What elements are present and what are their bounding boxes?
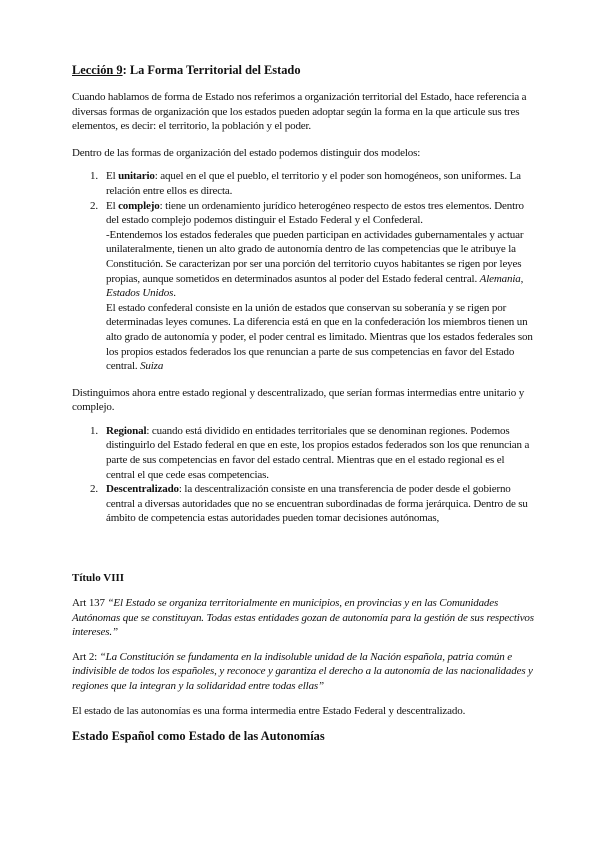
list-item-regional	[72, 424, 534, 482]
intermediate-intro: Distinguimos ahora entre estado regional y descentralizado, que serían formas intermedias entre unitario y complejo.	[72, 386, 525, 414]
list-item-complejo: 2. El complejo: tiene un ordenamiento jurídico heterogéneo respecto de estos tres elementos. Dentro del estado complejo podemos distinguir el Estado Federal y el Confederal. -Entendemos los estados federales que pueden participan en actividades gubernamentales y actuar unilateralmente, tienen un alto grado de autonomía dentro de las competencias que le atribuye la Constitución. Se caracterizan por ser una porción del territorio cuyos habitantes se rigen por leyes propias, aunque sometidos en determinados asuntos al poder del Estado federal central. Alemania, Estados Unidos. El estado confederal consiste en la unión de estados que conservan su soberanía y se rigen por determinadas leyes comunes. La diferencia está en que en la confederación los miembros tienen un alto grado de autonomía y poder, el poder central es limitado. Mientras que los estados federales son los propios estados federados los que renuncian a parte de sus competencias en favor del Estado central. Suiza	[90, 199, 533, 373]
confederal-example: Suiza	[140, 360, 164, 373]
article-137-quote: “El Estado se organiza territorialmente en municipios, en provincias y en las Comunidades Autónomas que se constituyan. Todas estas entidades gozan de autonomía para la gestión de sus respectivos intereses.”	[72, 597, 534, 639]
intermediate-list	[72, 424, 534, 526]
article-137-label: Art 137	[72, 597, 108, 610]
article-2	[72, 650, 534, 694]
list-item-descentralizado	[72, 482, 534, 526]
models-list	[72, 169, 534, 373]
unitario-text: : aquel en el que el pueblo, el territorio y el poder son homogéneos, son uniformes. La relación entre ellos es directa.	[106, 170, 521, 197]
title-viii-heading: Título VIII	[72, 572, 125, 585]
federal-text: -Entendemos los estados federales que pueden participan en actividades gubernamentales y actuar unilateralmente, tienen un alto grado de autonomía dentro de las competencias que le atribuye la Constitución. Se caracterizan por ser una porción del territorio cuyos habitantes se rigen por leyes propias, aunque sometidos en determinados asuntos al poder del Estado federal central.	[106, 228, 524, 285]
article-2-label: Art 2:	[72, 650, 100, 663]
article-2-quote: “La Constitución se fundamenta en la indisoluble unidad de la Nación española, patria común e indivisible de todos los españoles, y reconoce y garantiza el derecho a la autonomía de las nacionalidades y regiones que la integran y la solidaridad entre todas ellas”	[72, 650, 533, 692]
confederal-text: El estado confederal consiste en la unión de estados que conservan su soberanía y se rigen por determinadas leyes comunes. La diferencia está en que en la confederación los miembros tienen un alto grado de autonomía y poder, el poder central es limitado. Mientras que los estados federales son los propios estados federados los que renuncian a parte de sus competencias en favor del Estado central.	[106, 301, 533, 373]
article-137	[72, 596, 534, 640]
document-page	[72, 62, 534, 744]
term-complejo: complejo	[118, 199, 160, 212]
lesson-title	[72, 62, 534, 78]
models-intro: Dentro de las formas de organización del estado podemos distinguir dos modelos:	[72, 146, 421, 159]
closing-paragraph: El estado de las autonomías es una forma intermedia entre Estado Federal y descentralizado.	[72, 704, 466, 717]
intro-paragraph: Cuando hablamos de forma de Estado nos referimos a organización territorial del Estado, hace referencia a diversas formas de organización que los estados pueden adoptar según la forma en la que articule sus tres elementos, es decir: el territorio, la población y el poder.	[72, 91, 527, 133]
lesson-number: Lección 9	[72, 63, 123, 77]
list-number: 2.	[90, 199, 98, 212]
list-item-prefix: El	[106, 199, 119, 212]
regional-text: : cuando está dividido en entidades territoriales que se denominan regiones. Podemos distinguirlo del Estado federal en que en este, los propios estados federados son los que renuncian a parte de sus competencias en favor del estado central. Mientras que en el estado regional es el central el que cede esas competencias.	[106, 424, 530, 481]
lesson-title-text: : La Forma Territorial del Estado	[122, 63, 301, 77]
complejo-text: : tiene un ordenamiento jurídico heterogéneo respecto de estos tres elementos. Dentro del estado complejo podemos distinguir el Estado Federal y el Confederal.	[106, 199, 524, 227]
list-item-prefix: El	[106, 170, 119, 183]
term-unitario: unitario	[118, 170, 155, 183]
descentralizado-text: : la descentralización consiste en una transferencia de poder desde el gobierno central a diversas autoridades que no se encuentran subordinadas de forma jerárquica. Dentro de su ámbito de competencia estas autoridades pueden tomar decisiones autónomas,	[106, 483, 528, 525]
federal-examples: Alemania, Estados Unidos	[106, 272, 524, 300]
list-number: 1.	[90, 170, 98, 183]
final-heading: Estado Español como Estado de las Autonomías	[72, 729, 325, 744]
list-number: 2.	[90, 483, 98, 496]
list-item-unitario	[72, 169, 534, 198]
term-descentralizado: Descentralizado	[106, 483, 179, 496]
term-regional: Regional	[106, 424, 147, 437]
list-number: 1.	[90, 424, 98, 437]
